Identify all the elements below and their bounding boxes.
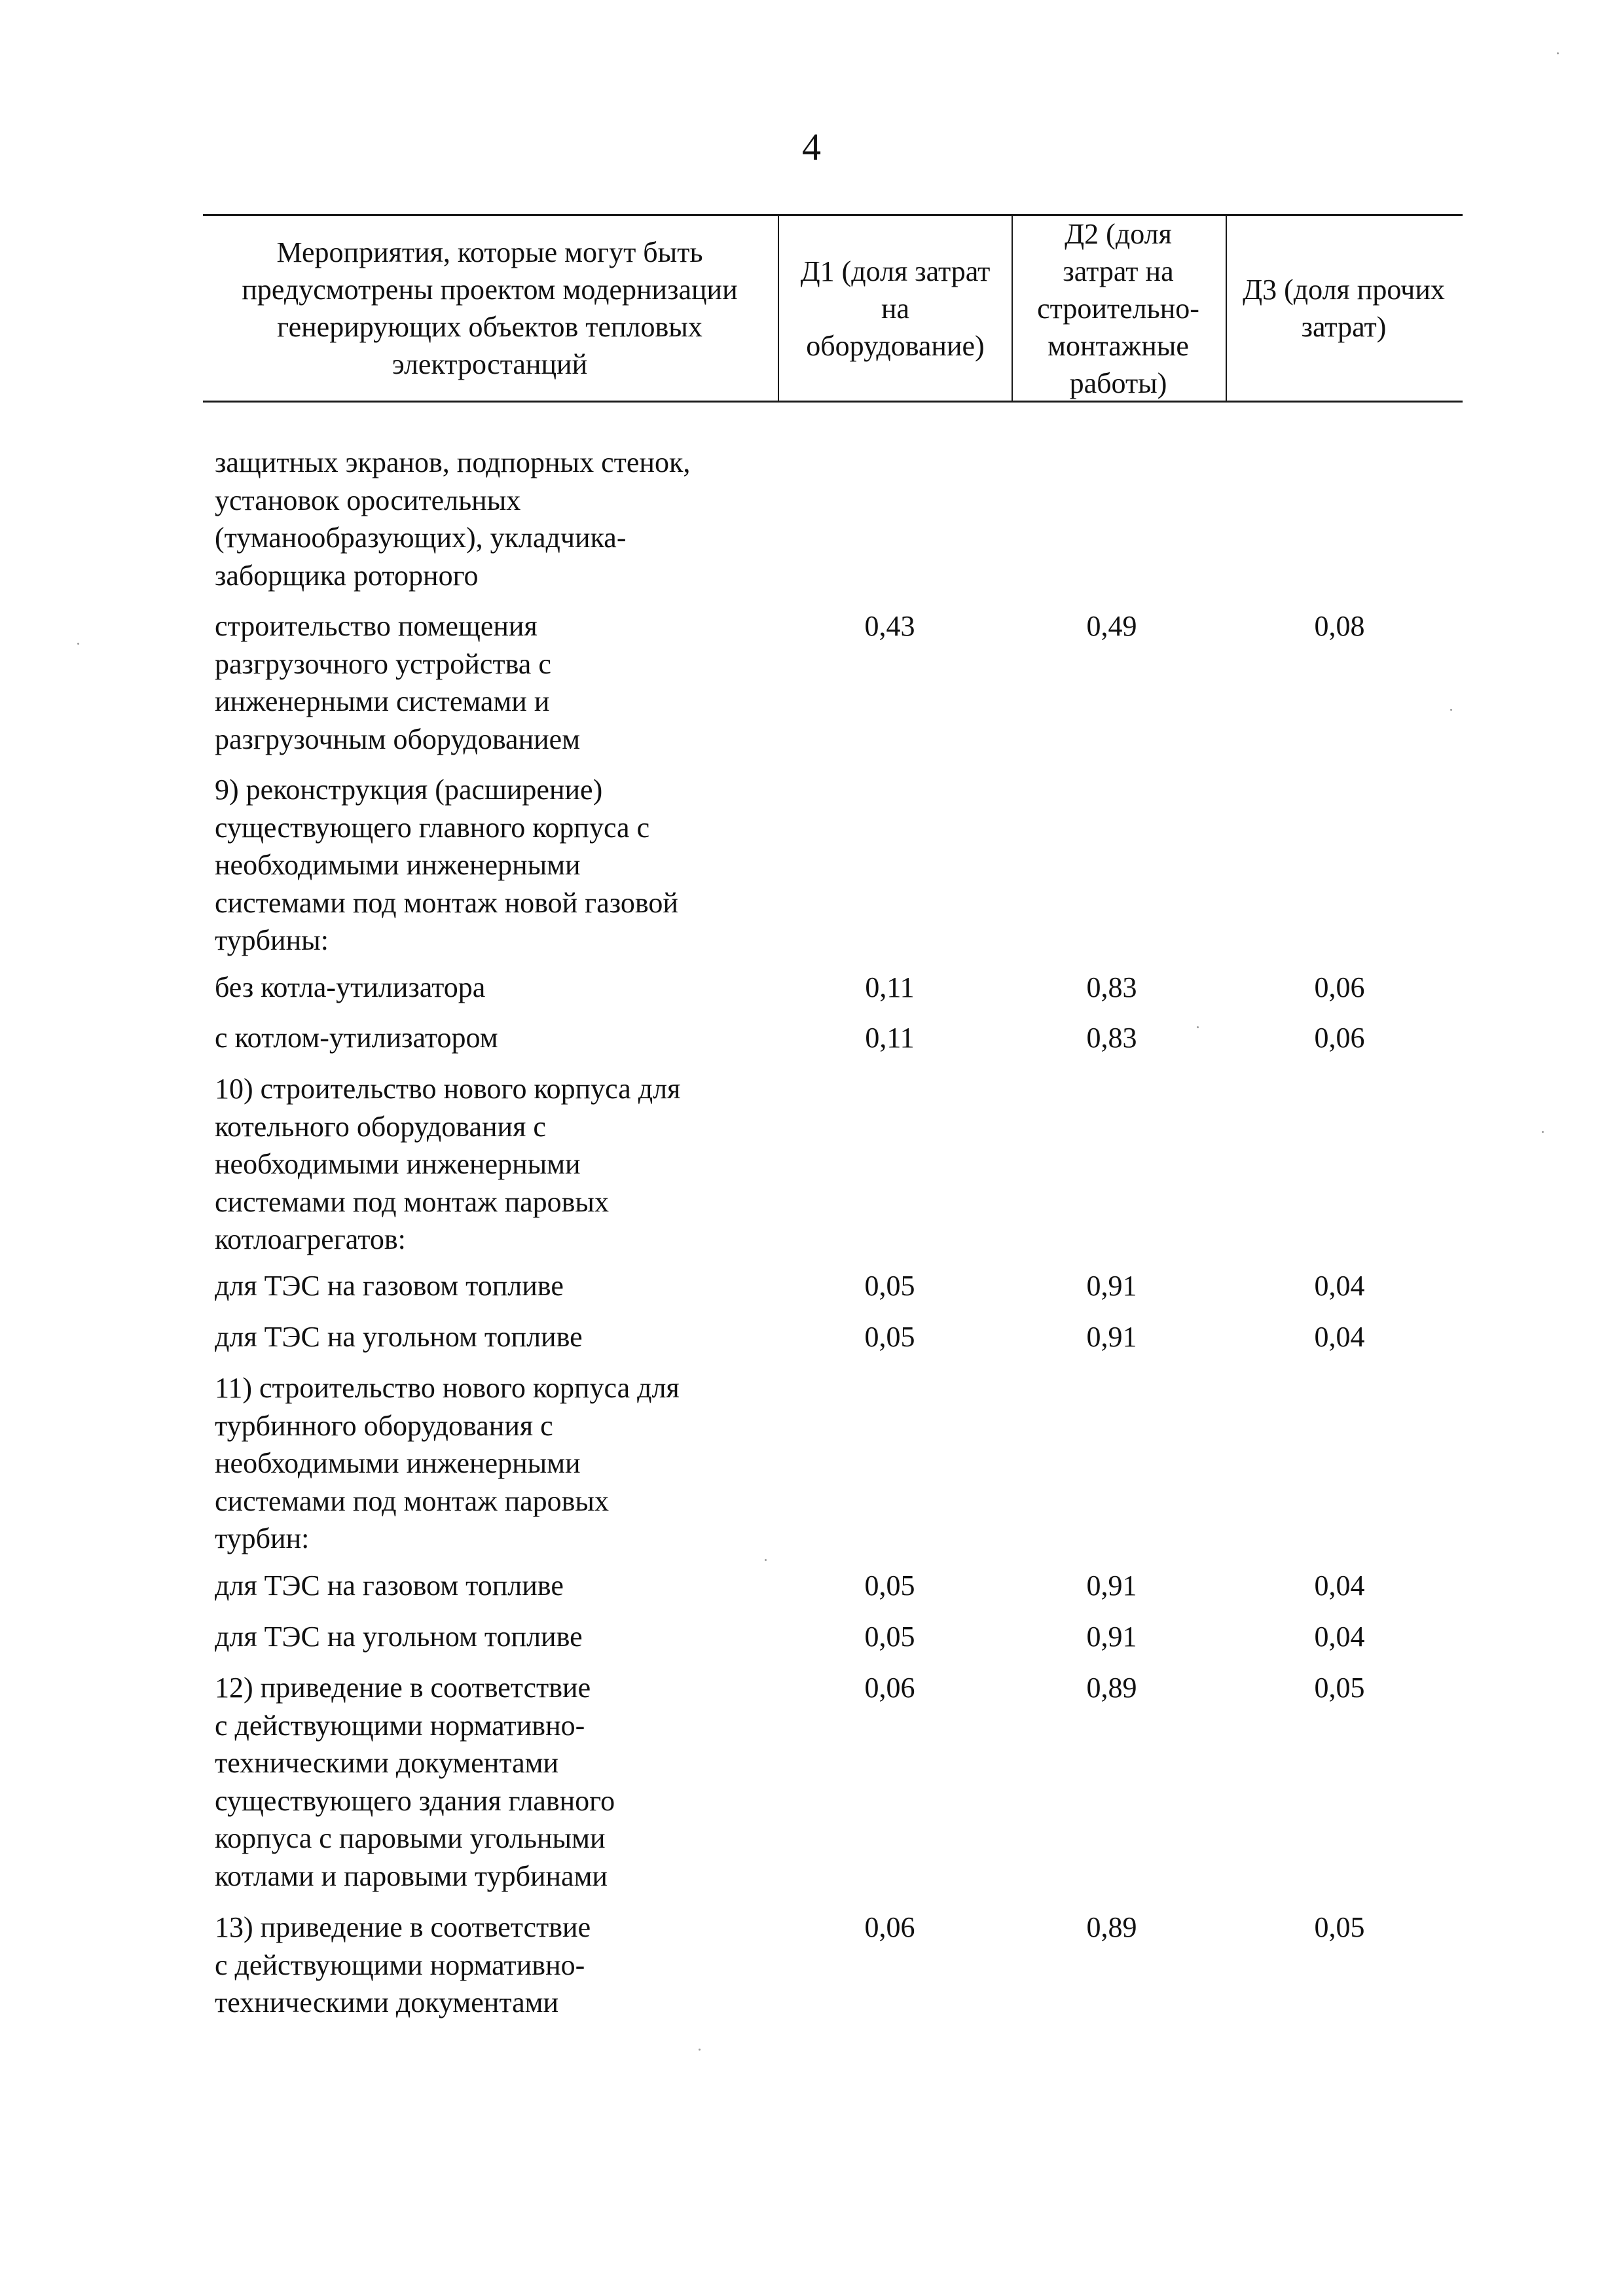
scan-speck: [699, 2049, 701, 2051]
row-d3-value: 0,08: [1314, 610, 1365, 642]
row-d1-value: 0,43: [864, 610, 915, 642]
scan-speck: [1450, 709, 1452, 711]
row-d3-value: 0,06: [1314, 1022, 1365, 1054]
row-d3-value: 0,05: [1314, 1672, 1365, 1704]
row-measure-text: 9) реконструкция (расширение) существующего главного корпуса с необходимыми инженерными системами под монтаж новой газовой турбины:: [215, 774, 678, 956]
header-d2: Д2 (доля затрат на строительно-монтажные работы): [1037, 217, 1199, 399]
header-d1: Д1 (доля затрат на оборудование): [800, 255, 991, 362]
row-measure-text: 10) строительство нового корпуса для котельного оборудования с необходимыми инженерными системами под монтаж паровых котлоагрегатов:: [215, 1073, 681, 1255]
row-measure-text: 13) приведение в соответствие с действующими нормативно- техническими документами: [215, 1911, 591, 2018]
row-measure-text: 12) приведение в соответствие с действующими нормативно- техническими документами существующего здания главного корпуса с паровыми угольными котлами и паровыми турбинами: [215, 1672, 615, 1892]
row-d1-value: 0,11: [865, 1022, 915, 1054]
scan-speck: [77, 643, 79, 645]
row-d2-value: 0,89: [1086, 1672, 1137, 1704]
page-number: 4: [802, 126, 821, 168]
scan-speck: [1557, 52, 1559, 54]
row-d1-value: 0,05: [864, 1270, 915, 1302]
column-divider: [778, 216, 779, 401]
row-d3-value: 0,04: [1314, 1621, 1365, 1653]
row-measure-text: защитных экранов, подпорных стенок, установок оросительных (туманообразующих), укладчика- заборщика роторного: [215, 446, 691, 592]
header-bottom-rule: [203, 401, 1463, 403]
row-d2-value: 0,91: [1086, 1570, 1137, 1602]
row-d1-value: 0,05: [864, 1321, 915, 1353]
scan-speck: [1542, 1131, 1544, 1133]
row-d2-value: 0,91: [1086, 1321, 1137, 1353]
row-d3-value: 0,04: [1314, 1570, 1365, 1602]
row-d2-value: 0,91: [1086, 1270, 1137, 1302]
row-measure-text: для ТЭС на угольном топливе: [215, 1321, 583, 1353]
row-d1-value: 0,06: [864, 1672, 915, 1704]
row-measure-text: без котла-утилизатора: [215, 971, 486, 1003]
row-d1-value: 0,05: [864, 1621, 915, 1653]
column-divider: [1012, 216, 1013, 401]
row-d3-value: 0,04: [1314, 1270, 1365, 1302]
header-measures: Мероприятия, которые могут быть предусмотрены проектом модернизации генерирующих объектов тепловых электростанций: [242, 236, 738, 380]
row-d3-value: 0,04: [1314, 1321, 1365, 1353]
row-d1-value: 0,06: [864, 1911, 915, 1943]
row-d2-value: 0,49: [1086, 610, 1137, 642]
header-d3: Д3 (доля прочих затрат): [1243, 274, 1445, 343]
row-measure-text: 11) строительство нового корпуса для турбинного оборудования с необходимыми инженерными системами под монтаж паровых турбин:: [215, 1372, 680, 1554]
row-d1-value: 0,11: [865, 971, 915, 1003]
scan-speck: [1197, 1026, 1199, 1028]
row-measure-text: для ТЭС на угольном топливе: [215, 1621, 583, 1653]
row-d2-value: 0,89: [1086, 1911, 1137, 1943]
column-divider: [1226, 216, 1227, 401]
row-measure-text: строительство помещения разгрузочного устройства с инженерными системами и разгрузочным оборудованием: [215, 610, 581, 755]
scan-speck: [765, 1559, 767, 1561]
row-measure-text: для ТЭС на газовом топливе: [215, 1570, 564, 1602]
row-measure-text: для ТЭС на газовом топливе: [215, 1270, 564, 1302]
row-d2-value: 0,83: [1086, 1022, 1137, 1054]
row-d3-value: 0,05: [1314, 1911, 1365, 1943]
row-d3-value: 0,06: [1314, 971, 1365, 1003]
row-d2-value: 0,91: [1086, 1621, 1137, 1653]
row-d2-value: 0,83: [1086, 971, 1137, 1003]
row-d1-value: 0,05: [864, 1570, 915, 1602]
row-measure-text: с котлом-утилизатором: [215, 1022, 498, 1054]
